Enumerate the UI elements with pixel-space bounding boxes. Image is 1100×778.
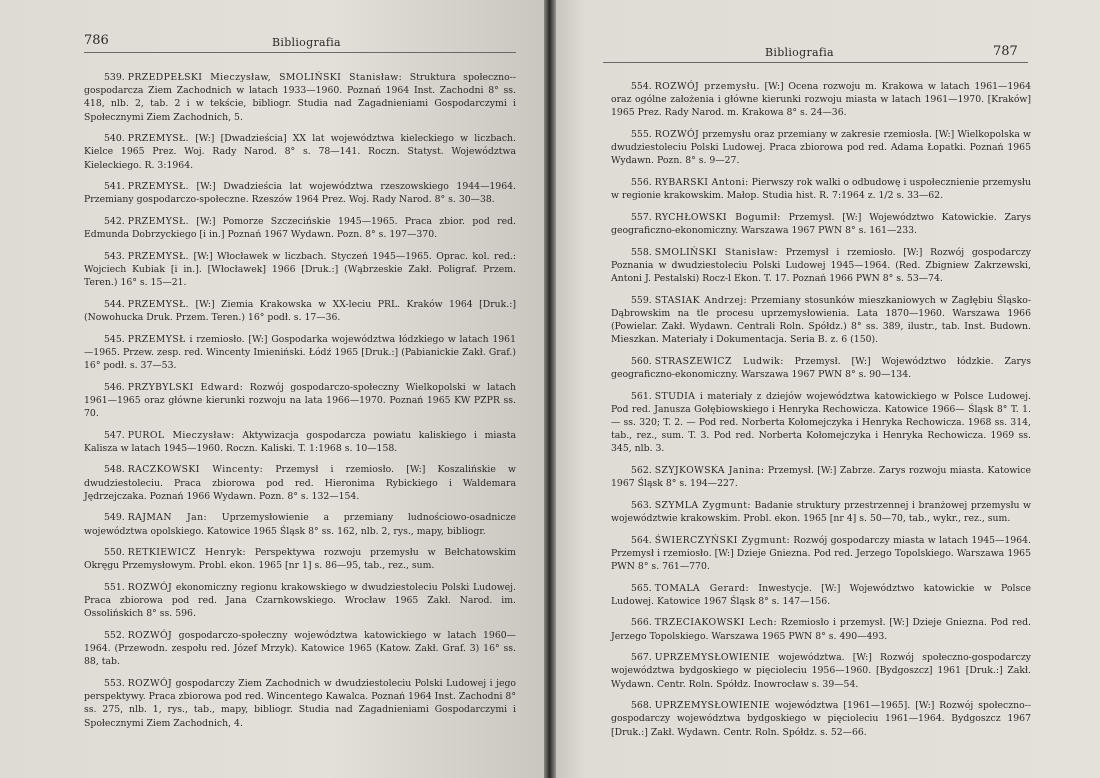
entry-number: 542. <box>104 216 125 227</box>
entry-text: [W:] Ziemia Krakowska w XX-leciu PRL. Kraków 1964 [Druk.:] (Nowohucka Druk. Przem. Teren.) 16° podł. s. 17—36. <box>84 298 516 323</box>
bibliography-entry <box>611 534 1031 574</box>
bibliography-entry <box>611 699 1031 739</box>
bibliography-entry <box>611 294 1031 347</box>
bibliography-entry <box>84 250 516 290</box>
right-page <box>553 0 1100 778</box>
entry-author: PRZEMYSŁ. <box>127 216 190 227</box>
bibliography-entry <box>611 651 1031 691</box>
left-page-number: 786 <box>84 33 109 48</box>
entry-text: i materiały z dziejów województwa katowickiego w Polsce Ludowej. Pod red. Janusza Gołębiowskiego i Henryka Rechowicza. Katowice 1966— Śląsk 8° T. 1. — ss. 320; T. 2. — Pod red. Norberta Kołomejczyka i Henryka Rechowicza. 1968 ss. 314, tab., rez., sum. T. 3. Pod red. Norberta Kołomejczyka i Henryka Rechowicza. 1969 ss. 345, nlb. 3. <box>611 390 1031 455</box>
entry-number: 541. <box>104 181 125 193</box>
entry-author: SZYMLA Zygmunt: <box>654 499 751 511</box>
entry-text: Perspektywa rozwoju przemysłu w Bełchatowskim Okręgu Przemysłowym. Probl. ekon. 1965 [nr 1] s. 86—95, tab., rez., sum. <box>84 547 516 572</box>
entry-author: SZYJKOWSKA Janina: <box>654 465 765 476</box>
book-gutter <box>544 0 556 778</box>
entry-text: gospodarczy Ziem Zachodnich w dwudziestoleciu Polski Ludowej i jego perspektywy. Praca zbiorowa pod red. Wincentego Kawalca. Poznań 1964 Inst. Zachodni 8° ss. 275, nlb. 1, rys., tab., mapy, bibliogr. Studia nad Zagadnieniami Gospodarczymi i Społecznymi Ziem Zachodnich, 4. <box>84 677 516 729</box>
entry-number: 554. <box>631 81 652 92</box>
entry-author: ROZWÓJ <box>127 581 173 593</box>
bibliography-entry <box>611 176 1031 202</box>
entry-number: 550. <box>104 547 125 559</box>
entry-text: Rozwój gospodarczy miasta w latach 1945—1964. Przemysł i rzemiosło. [W:] Dzieje Gniezna. Pod red. Jerzego Topolskiego. Warszawa 1965 PWN 8° s. 761—770. <box>611 534 1031 572</box>
entry-author: STRASZEWICZ Ludwik: <box>654 355 784 367</box>
entry-number: 553. <box>104 677 125 689</box>
entry-number: 545. <box>104 333 125 345</box>
entry-text: Inwestycje. [W:] Województwo katowickie w Polsce Ludowej. Katowice 1967 Śląsk 8° s. 147—156. <box>611 582 1031 607</box>
entry-author: PRZYBYLSKI Edward: <box>127 381 244 393</box>
entry-number: 555. <box>631 129 652 140</box>
bibliography-entry <box>84 546 516 572</box>
entry-author: ROZWÓJ <box>127 677 173 689</box>
entry-author: SMOLIŃSKI Stanisław: <box>654 246 778 258</box>
entry-author: STUDIA <box>654 390 696 402</box>
entry-text: [W:] Pomorze Szczecińskie 1945—1965. Praca zbior. pod red. Edmunda Dobrzyckiego [i in.] Poznań 1967 Wydawn. Pozn. 8° s. 197—370. <box>84 216 516 241</box>
entry-number: 539. <box>104 72 125 83</box>
entry-text: [W:] [Dwadzieścia] XX lat województwa kieleckiego w liczbach. Kielce 1965 Prez. Woj. Rady Narod. 8° s. 78—141. Roczn. Statyst. Województwa Kieleckiego. R. 3:1964. <box>84 133 516 171</box>
bibliography-entry <box>84 381 516 421</box>
entry-author: ROZWÓJ przemysłu. <box>654 81 760 92</box>
entry-author: ROZWÓJ <box>654 129 700 140</box>
entry-number: 556. <box>631 177 652 188</box>
bibliography-entry <box>84 180 516 206</box>
right-header-rule <box>603 62 1028 63</box>
bibliography-entry <box>84 132 516 172</box>
entry-text: Struktura społeczno--gospodarcza Ziem Zachodnich w latach 1933—1960. Poznań 1964 Inst. Zachodni 8° ss. 418, nlb. 2, tab. 2 i w tekście, bibliogr. Studia nad Zagadnieniami Gospodarczymi i Społecznymi Ziem Zachodnich, 5. <box>84 72 516 123</box>
entry-number: 565. <box>631 582 652 594</box>
entry-number: 547. <box>104 429 125 441</box>
entry-text: Przemysł. [W:] Województwo Katowickie. Zarys geograficzno-ekonomiczny. Warszawa 1967 PWN 8° s. 161—233. <box>611 211 1031 236</box>
bibliography-entry <box>84 215 516 241</box>
entry-author: UPRZEMYSŁOWIENIE <box>654 652 770 664</box>
entry-text: i rzemiosło. [W:] Gospodarka województwa łódzkiego w latach 1961—1965. Przew. zesp. red. Wincenty Imieniński. Łódź 1965 [Druk.:] (Pabianickie Zakł. Graf.) 16° podł. s. 37—53. <box>84 333 516 371</box>
bibliography-entry <box>84 333 516 373</box>
entry-author: TRZECIAKOWSKI Lech: <box>654 617 778 629</box>
bibliography-entry <box>611 499 1031 525</box>
entry-author: PRZEMYSŁ <box>127 333 186 345</box>
left-page <box>0 0 547 778</box>
bibliography-entry <box>611 582 1031 608</box>
bibliography-entry <box>611 211 1031 237</box>
entry-text: Przemysł i rzemiosło. [W:] Koszalińskie w dwudziestoleciu. Praca zbiorowa pod red. Hieronima Rybickiego i Waldemara Jędrzejczaka. Poznań 1966 Wydawn. Pozn. 8° s. 132—154. <box>84 464 516 502</box>
entry-number: 544. <box>104 298 125 310</box>
entry-number: 566. <box>631 617 652 629</box>
entry-number: 552. <box>104 629 125 641</box>
bibliography-entry <box>84 463 516 503</box>
entry-number: 543. <box>104 250 125 262</box>
entry-text: [W:] Włocławek w liczbach. Styczeń 1945—1965. Oprac. kol. red.: Wojciech Kubiak [i in.]. [Włocławek] 1966 [Druk.:] (Wąbrzeskie Zakł. Poligraf. Przem. Teren.) 16° s. 15—21. <box>84 250 516 289</box>
bibliography-entry <box>84 581 516 621</box>
bibliography-entry <box>611 464 1031 490</box>
entry-author: PRZEMYSŁ. <box>127 298 190 310</box>
entry-text: przemysłu oraz przemiany w zakresie rzemiosła. [W:] Wielkopolska w dwudziestoleciu Polski Ludowej. Praca zbiorowa pod red. Adama Łopatki. Poznań 1965 Wydawn. Pozn. 8° s. 9—27. <box>611 129 1031 167</box>
bibliography-entry <box>611 128 1031 168</box>
entry-number: 558. <box>631 246 652 258</box>
entry-number: 557. <box>631 211 652 223</box>
entry-author: PRZEDPEŁSKI Mieczysław, SMOLIŃSKI Stanisław: <box>127 72 403 83</box>
entry-number: 551. <box>104 581 125 593</box>
entry-text: gospodarczo-społeczny województwa katowickiego w latach 1960—1964. (Przewodn. zespołu red. Józef Mrzyk). Katowice 1965 (Katow. Zakł. Graf. 3) 16° ss. 88, tab. <box>84 629 516 668</box>
bibliography-entry <box>84 677 516 730</box>
entry-author: TOMALA Gerard: <box>654 582 750 594</box>
entry-author: PUROL Mieczysław: <box>127 429 235 441</box>
entry-author: PRZEMYSŁ. <box>127 181 190 193</box>
left-header-rule <box>84 52 516 53</box>
entry-text: Pierwszy rok walki o odbudowę i uspołecznienie przemysłu w regionie krakowskim. Małop. Studia hist. R. 7:1964 z. 1/2 s. 33—62. <box>611 177 1031 202</box>
entry-text: [W:] Ocena rozwoju m. Krakowa w latach 1961—1964 oraz ogólne założenia i główne kierunki rozwoju miasta w latach 1961—1970. [Kraków] 1965 Prez. Rady Narod. m. Krakowa 8° s. 24—36. <box>611 81 1031 119</box>
entry-author: RACZKOWSKI Wincenty: <box>127 464 264 476</box>
bibliography-entry <box>611 355 1031 381</box>
entry-number: 559. <box>631 294 652 306</box>
entry-text: Przemiany stosunków mieszkaniowych w Zagłębiu Śląsko-Dąbrowskim na tle procesu uprzemysłowienia. Lata 1870—1960. Warszawa 1966 (Powielar. Zakł. Wydawn. Centrali Roln. Spółdz.) 8° ss. 389, ilustr., tab. Inst. Budown. Mieszkan. Materiały i Dokumentacja. Seria B. z. 6 (150). <box>611 294 1032 346</box>
bibliography-entry <box>84 429 516 455</box>
right-entries <box>611 80 1031 747</box>
bibliography-entry <box>84 629 516 669</box>
bibliography-entry <box>84 511 516 537</box>
entry-author: UPRZEMYSŁOWIENIE <box>654 700 770 712</box>
entry-number: 561. <box>631 390 652 402</box>
entry-number: 564. <box>631 534 652 546</box>
entry-text: Aktywizacja gospodarcza powiatu kaliskiego i miasta Kalisza w latach 1945—1960. Roczn. Kaliski. T. 1:1968 s. 10—158. <box>84 429 516 454</box>
left-running-header: Bibliografia <box>272 36 341 49</box>
entry-text: ekonomiczny regionu krakowskiego w dwudziestoleciu Polski Ludowej. Praca zbiorowa pod red. Jana Czarnkowskiego. Wrocław 1965 Zakł. Narod. im. Ossolińskich 8° ss. 596. <box>84 581 516 620</box>
entry-author: RYBARSKI Antoni: <box>654 177 749 188</box>
entry-author: RAJMAN Jan: <box>127 512 208 524</box>
entry-author: PRZEMYSŁ. <box>127 250 190 262</box>
entry-author: ŚWIERCZYŃSKI Zygmunt: <box>654 534 790 546</box>
entry-text: Przemysł. [W:] Zabrze. Zarys rozwoju miasta. Katowice 1967 Śląsk 8° s. 194—227. <box>611 465 1031 490</box>
right-running-header: Bibliografia <box>765 46 834 59</box>
entry-text: Uprzemysłowienie a przemiany ludnościowo-osadnicze województwa opolskiego. Katowice 1965 Śląsk 8° ss. 162, nlb. 2, rys., mapy, bibliogr. <box>84 512 516 537</box>
bibliography-entry <box>611 390 1031 456</box>
bibliography-entry <box>611 616 1031 642</box>
right-page-number: 787 <box>993 44 1018 59</box>
bibliography-entry <box>611 80 1031 120</box>
entry-text: [W:] Dwadzieścia lat województwa rzeszowskiego 1944—1964. Przemiany gospodarczo-społeczne. Rzeszów 1964 Prez. Woj. Rady Narod. 8° s. 30—38. <box>84 181 516 206</box>
entry-number: 563. <box>631 499 652 511</box>
entry-text: Badanie struktury przestrzennej i branżowej przemysłu w województwie krakowskim. Probl. ekon. 1965 [nr 4] s. 50—70, tab., wykr., rez., sum. <box>611 499 1031 524</box>
entry-number: 562. <box>631 465 652 476</box>
entry-number: 548. <box>104 464 125 476</box>
entry-number: 540. <box>104 133 125 145</box>
bibliography-entry <box>84 298 516 324</box>
entry-number: 567. <box>631 652 652 664</box>
entry-author: RYCHŁOWSKI Bogumił: <box>654 211 781 223</box>
entry-number: 560. <box>631 355 652 367</box>
bibliography-entry <box>84 71 516 124</box>
entry-author: RETKIEWICZ Henryk: <box>127 547 247 559</box>
entry-text: Przemysł i rzemiosło. [W:] Rozwój gospodarczy Poznania w dwudziestoleciu Polski Ludowej 1945—1964. (Red. Zbigniew Zakrzewski, Antoni J. Pestalski) Rocz-l Ekon. T. 17. Poznań 1966 PWN 8° s. 53—74. <box>611 246 1031 284</box>
entry-number: 549. <box>104 512 125 524</box>
entry-text: Rzemiosło i przemysł. [W:] Dzieje Gniezna. Pod red. Jerzego Topolskiego. Warszawa 1965 PWN 8° s. 490—493. <box>611 617 1031 642</box>
entry-number: 546. <box>104 381 125 393</box>
entry-text: województwa [1961—1965]. [W:] Rozwój społeczno--gospodarczy województwa bydgoskiego w pięcioleciu 1961—1964. Bydgoszcz 1967 [Druk.:] Zakł. Wydawn. Centr. Roln. Spółdz. s. 52—66. <box>611 700 1031 738</box>
left-entries <box>84 71 516 738</box>
entry-author: PRZEMYSŁ. <box>127 133 190 145</box>
entry-number: 568. <box>631 700 652 712</box>
entry-text: Przemysł. [W:] Województwo łódzkie. Zarys geograficzno-ekonomiczny. Warszawa 1967 PWN 8° s. 90—134. <box>611 355 1031 380</box>
entry-text: województwa. [W:] Rozwój społeczno-gospodarczy województwa bydgoskiego w pięcioleciu 1956—1960. [Bydgoszcz] 1961 [Druk.:] Zakł. Wydawn. Centr. Roln. Spółdz. Inowrocław s. 39—54. <box>611 652 1031 690</box>
bibliography-entry <box>611 246 1031 286</box>
entry-text: Rozwój gospodarczo-społeczny Wielkopolski w latach 1961—1965 oraz główne kierunki rozwoju na lata 1966—1970. Poznań 1965 KW PZPR ss. 70. <box>84 381 516 419</box>
entry-author: ROZWÓJ <box>127 629 173 641</box>
entry-author: STASIAK Andrzej: <box>654 294 748 306</box>
